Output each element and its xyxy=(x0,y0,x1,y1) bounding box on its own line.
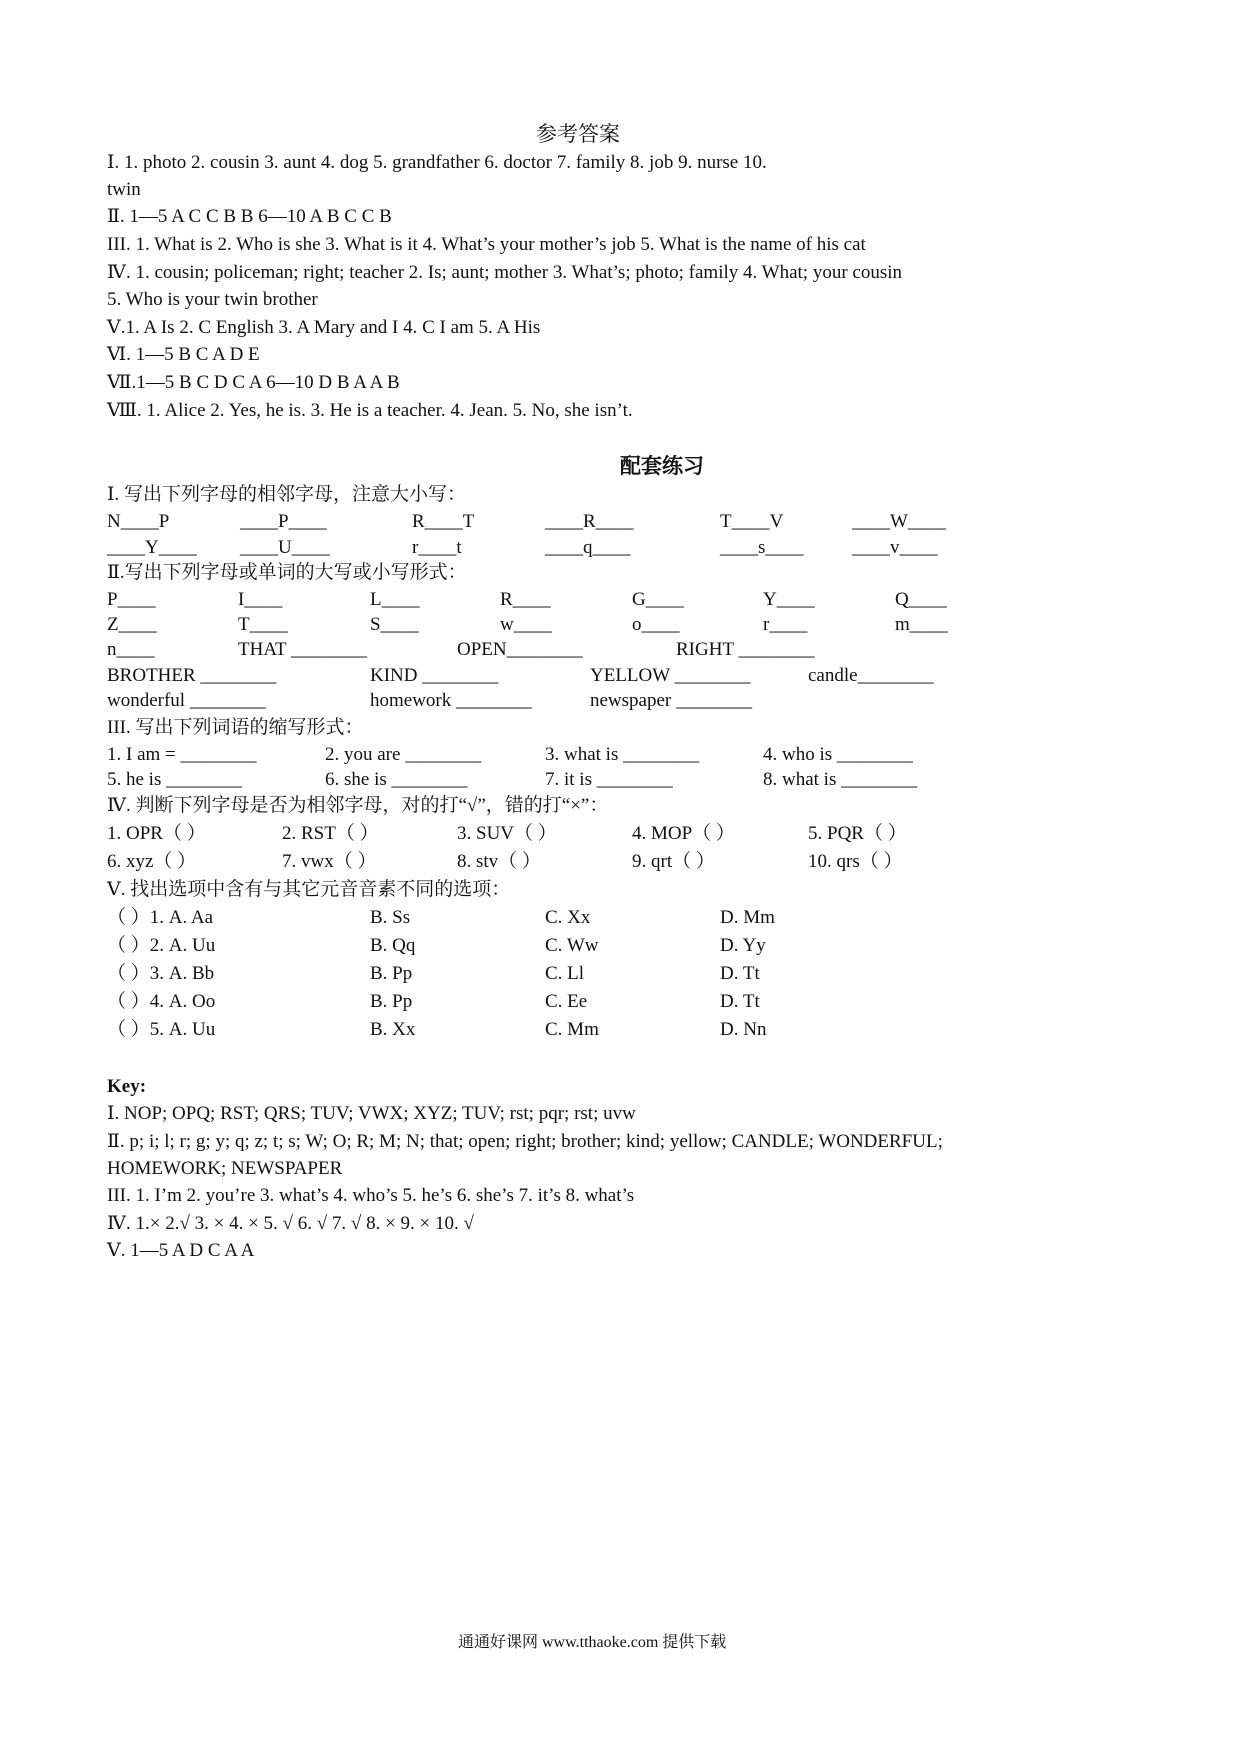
exercise-item: ____W____ xyxy=(852,511,946,532)
exercise-item: 2. you are ________ xyxy=(325,744,482,765)
exercise-item: ____Y____ xyxy=(107,537,197,558)
exercise-item: r____t xyxy=(412,537,462,558)
choice-option: D. Mm xyxy=(720,907,775,928)
choice-option: B. Pp xyxy=(370,991,413,1012)
exercise-item: BROTHER ________ xyxy=(107,665,277,686)
choice-option: B. Pp xyxy=(370,963,413,984)
page-footer: 通通好课网 www.tthaoke.com 提供下载 xyxy=(458,1634,727,1651)
answer-line: Ⅳ. 1. cousin; policeman; right; teacher 2. Is; aunt; mother 3. What’s; photo; family 4. What; your cousin xyxy=(107,262,903,283)
key-heading: Key: xyxy=(107,1076,147,1097)
section-heading: Ⅰ. 写出下列字母的相邻字母，注意大小写： xyxy=(107,484,467,505)
exercise-item: 1. I am = ________ xyxy=(107,744,257,765)
exercise-item: wonderful ________ xyxy=(107,690,266,711)
exercise-item: RIGHT ________ xyxy=(676,639,815,660)
answer-line: Ⅷ. 1. Alice 2. Yes, he is. 3. He is a teacher. 4. Jean. 5. No, she isn’t. xyxy=(107,400,633,421)
answer-line: Ⅴ.1. A Is 2. C English 3. A Mary and I 4. C I am 5. A His xyxy=(107,317,541,338)
exercise-item: homework ________ xyxy=(370,690,533,711)
exercise-item: P____ xyxy=(107,589,156,610)
exercise-item: R____T xyxy=(412,511,475,532)
exercise-item: OPEN________ xyxy=(457,639,583,660)
choice-question: （ ）1. A. Aa xyxy=(107,907,214,928)
exercise-item: ____v____ xyxy=(852,537,938,558)
choice-option: D. Tt xyxy=(720,991,760,1012)
key-line: HOMEWORK; NEWSPAPER xyxy=(107,1158,343,1179)
exercise-item: T____V xyxy=(720,511,784,532)
choice-option: C. Ll xyxy=(545,963,585,984)
exercise-item: R____ xyxy=(500,589,551,610)
exercise-item: ____s____ xyxy=(720,537,804,558)
key-line: Ⅴ. 1—5 A D C A A xyxy=(107,1240,255,1261)
exercise-item: 4. who is ________ xyxy=(763,744,913,765)
choice-option: C. Ww xyxy=(545,935,599,956)
exercise-item: THAT ________ xyxy=(238,639,367,660)
answer-line: Ⅶ.1—5 B C D C A 6—10 D B A A B xyxy=(107,372,400,393)
exercise-item: L____ xyxy=(370,589,420,610)
exercise-item: 2. RST（ ） xyxy=(282,823,379,844)
choice-option: C. Mm xyxy=(545,1019,599,1040)
exercise-item: 3. SUV（ ） xyxy=(457,823,557,844)
exercise-item: 1. OPR（ ） xyxy=(107,823,206,844)
exercise-item: YELLOW ________ xyxy=(590,665,751,686)
exercise-item: o____ xyxy=(632,614,680,635)
choice-option: B. Xx xyxy=(370,1019,416,1040)
exercise-item: n____ xyxy=(107,639,155,660)
exercise-item: m____ xyxy=(895,614,948,635)
choice-option: B. Ss xyxy=(370,907,411,928)
answer-line: 5. Who is your twin brother xyxy=(107,289,318,310)
choice-question: （ ）5. A. Uu xyxy=(107,1019,216,1040)
exercise-item: newspaper ________ xyxy=(590,690,752,711)
exercise-item: Q____ xyxy=(895,589,947,610)
answer-title: 参考答案 xyxy=(536,122,620,146)
exercise-item: ____R____ xyxy=(545,511,634,532)
choice-option: B. Qq xyxy=(370,935,416,956)
exercise-item: Z____ xyxy=(107,614,157,635)
exercise-item: 3. what is ________ xyxy=(545,744,700,765)
exercise-item: 7. vwx（ ） xyxy=(282,851,377,872)
exercise-item: S____ xyxy=(370,614,419,635)
exercise-item: candle________ xyxy=(808,665,934,686)
choice-option: D. Tt xyxy=(720,963,760,984)
key-line: Ⅳ. 1.× 2.√ 3. × 4. × 5. √ 6. √ 7. √ 8. × 9. × 10. √ xyxy=(107,1213,474,1234)
answer-line: Ⅰ. 1. photo 2. cousin 3. aunt 4. dog 5. grandfather 6. doctor 7. family 8. job 9. nurse 10. xyxy=(107,152,767,173)
exercise-item: 4. MOP（ ） xyxy=(632,823,735,844)
exercise-item: 6. xyz（ ） xyxy=(107,851,197,872)
exercise-item: 9. qrt（ ） xyxy=(632,851,715,872)
exercise-item: KIND ________ xyxy=(370,665,499,686)
exercise-item: 5. he is ________ xyxy=(107,769,243,790)
section-heading: Ⅳ. 判断下列字母是否为相邻字母，对的打“√”，错的打“×”： xyxy=(107,795,609,816)
exercise-item: T____ xyxy=(238,614,288,635)
exercise-item: 6. she is ________ xyxy=(325,769,468,790)
answer-line: Ⅱ. 1—5 A C C B B 6—10 A B C C B xyxy=(107,206,392,227)
exercise-item: 7. it is ________ xyxy=(545,769,673,790)
key-line: Ⅰ. NOP; OPQ; RST; QRS; TUV; VWX; XYZ; TUV; rst; pqr; rst; uvw xyxy=(107,1103,636,1124)
choice-option: D. Yy xyxy=(720,935,766,956)
section-heading: Ⅴ. 找出选项中含有与其它元音音素不同的选项： xyxy=(107,879,511,900)
exercise-item: 10. qrs（ ） xyxy=(808,851,903,872)
exercise-item: 8. stv（ ） xyxy=(457,851,541,872)
choice-option: C. Xx xyxy=(545,907,591,928)
exercise-item: ____P____ xyxy=(240,511,327,532)
choice-option: D. Nn xyxy=(720,1019,767,1040)
exercise-item: 8. what is ________ xyxy=(763,769,918,790)
exercise-item: G____ xyxy=(632,589,684,610)
choice-question: （ ）3. A. Bb xyxy=(107,963,215,984)
answer-line: twin xyxy=(107,179,141,200)
key-line: III. 1. I’m 2. you’re 3. what’s 4. who’s 5. he’s 6. she’s 7. it’s 8. what’s xyxy=(107,1185,635,1206)
choice-question: （ ）4. A. Oo xyxy=(107,991,216,1012)
exercise-item: Y____ xyxy=(763,589,815,610)
answer-line: III. 1. What is 2. Who is she 3. What is it 4. What’s your mother’s job 5. What is the name of his cat xyxy=(107,234,866,255)
section-heading: Ⅱ.写出下列字母或单词的大写或小写形式： xyxy=(107,562,467,583)
exercise-item: N____P xyxy=(107,511,170,532)
exercise-item: ____q____ xyxy=(545,537,631,558)
exercise-item: w____ xyxy=(500,614,552,635)
key-line: Ⅱ. p; i; l; r; g; y; q; z; t; s; W; O; R; M; N; that; open; right; brother; kind; yellow; CANDLE; WONDERFUL; xyxy=(107,1131,943,1152)
exercise-item: ____U____ xyxy=(240,537,330,558)
exercise-item: I____ xyxy=(238,589,283,610)
exercise-item: 5. PQR（ ） xyxy=(808,823,907,844)
choice-option: C. Ee xyxy=(545,991,588,1012)
exercise-title: 配套练习 xyxy=(620,454,704,478)
choice-question: （ ）2. A. Uu xyxy=(107,935,216,956)
exercise-item: r____ xyxy=(763,614,808,635)
answer-line: Ⅵ. 1—5 B C A D E xyxy=(107,344,260,365)
section-heading: III. 写出下列词语的缩写形式： xyxy=(107,717,364,738)
